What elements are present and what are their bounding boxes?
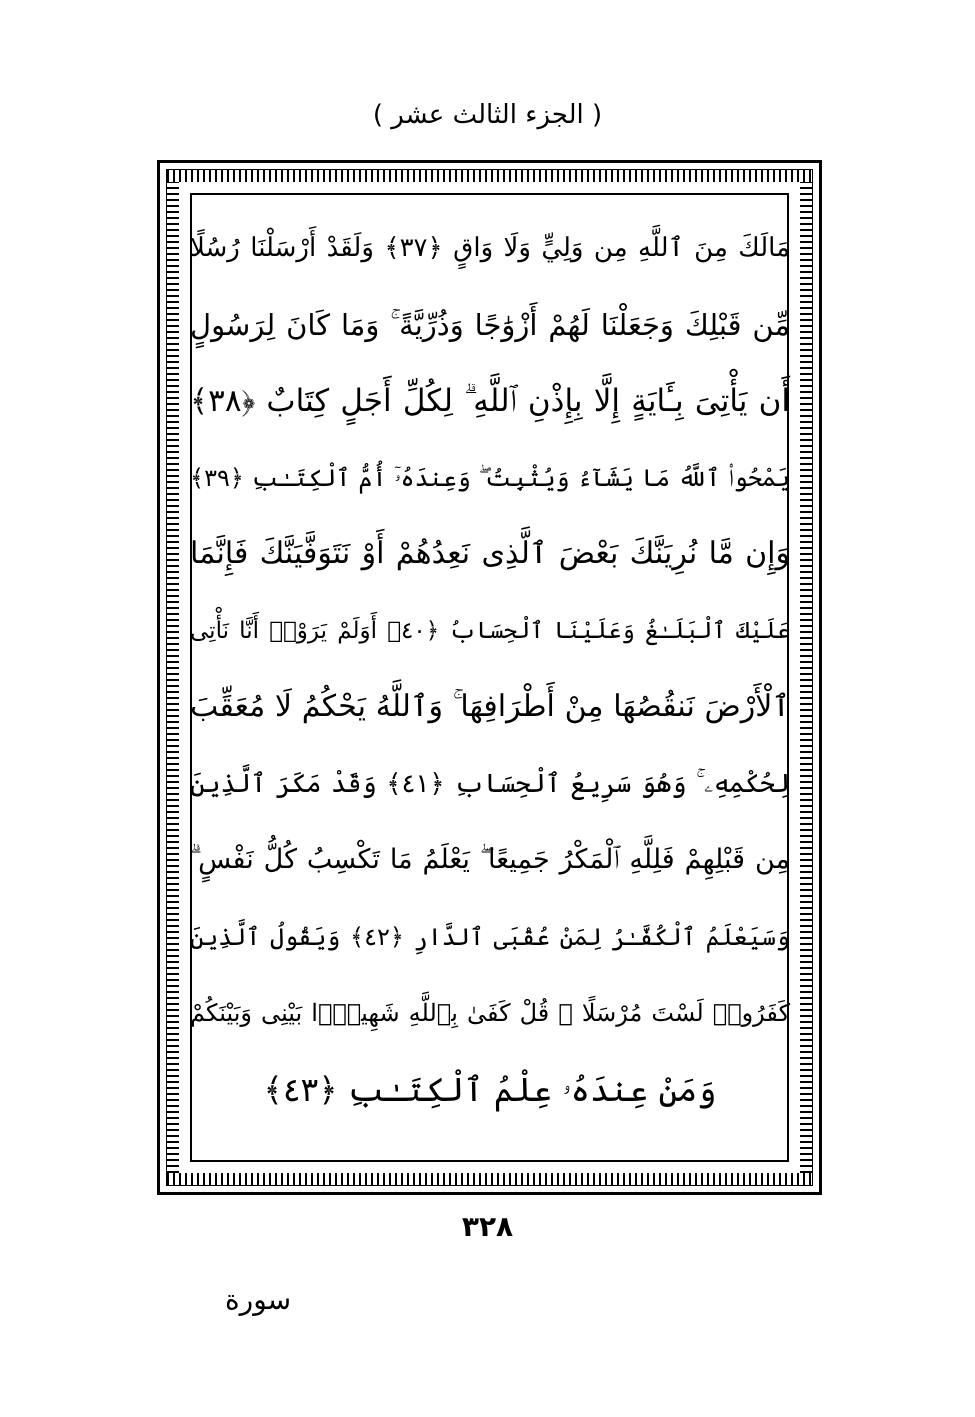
- text-line-10: وَسَيَعْلَمُ ٱلْكُفَّـٰرُ لِمَنْ عُقْبَى ٱلدَّارِ ﴿٤٢﴾ وَيَقُولُ ٱلَّذِينَ: [190, 922, 790, 951]
- quran-text-block: [190, 210, 790, 1128]
- text-line-6: عَلَيْكَ ٱلْبَلَـٰغُ وَعَلَيْنَا ٱلْحِسَابُ ﴿٤٠﴾ أَوَلَمْ يَرَوْا۟ أَنَّا نَأْتِى: [190, 617, 790, 644]
- text-line-5: وَإِن مَّا نُرِيَنَّكَ بَعْضَ ٱلَّذِى نَعِدُهُمْ أَوْ نَتَوَفَّيَنَّكَ فَإِنَّمَا: [190, 536, 790, 571]
- text-line-12: وَمَنْ عِندَهُۥ عِلْمُ ٱلْكِتَـٰبِ ﴿٤٣﴾: [263, 1069, 717, 1109]
- text-line-7: ٱلْأَرْضَ نَنقُصُهَا مِنْ أَطْرَافِهَا ۚ وَٱللَّهُ يَحْكُمُ لَا مُعَقِّبَ: [190, 689, 790, 724]
- page-header: ( الجزء الثالث عشر ): [372, 100, 603, 130]
- text-line-4: يَمْحُوا۟ ٱللَّهُ مَا يَشَآءُ وَيُثْبِتُ ۖ وَعِندَهُۥٓ أُمُّ ٱلْكِتَـٰبِ ﴿٣٩﴾: [190, 463, 790, 492]
- text-line-2: مِّن قَبْلِكَ وَجَعَلْنَا لَهُمْ أَزْوَٰجًا وَذُرِّيَّةً ۚ وَمَا كَانَ لِرَسُولٍ: [190, 307, 790, 342]
- page-number: ٣٢٨: [461, 1210, 514, 1243]
- text-line-8: لِحُكْمِهِۦ ۚ وَهُوَ سَرِيعُ ٱلْحِسَابِ ﴿٤١﴾ وَقَدْ مَكَرَ ٱلَّذِينَ: [190, 768, 790, 799]
- text-line-1: مَالَكَ مِنَ ٱللَّهِ مِن وَلِيٍّ وَلَا وَاقٍ ﴿٣٧﴾ وَلَقَدْ أَرْسَلْنَا رُسُلًا: [190, 233, 790, 263]
- text-line-3: أَن يَأْتِىَ بِـَٔايَةٍ إِلَّا بِإِذْنِ ٱللَّهِ ۗ لِكُلِّ أَجَلٍ كِتَابٌ ﴿٣٨﴾: [190, 383, 790, 419]
- catchword: سورة: [225, 1283, 292, 1316]
- text-line-9: مِن قَبْلِهِمْ فَلِلَّهِ ٱلْمَكْرُ جَمِيعًا ۖ يَعْلَمُ مَا تَكْسِبُ كُلُّ نَفْسٍ ۗ: [190, 844, 790, 875]
- text-line-11: كَفَرُوا۟ لَسْتَ مُرْسَلًا ۚ قُلْ كَفَىٰ بِٱللَّهِ شَهِيدًۢا بَيْنِى وَبَيْنَكُمْ: [190, 999, 790, 1027]
